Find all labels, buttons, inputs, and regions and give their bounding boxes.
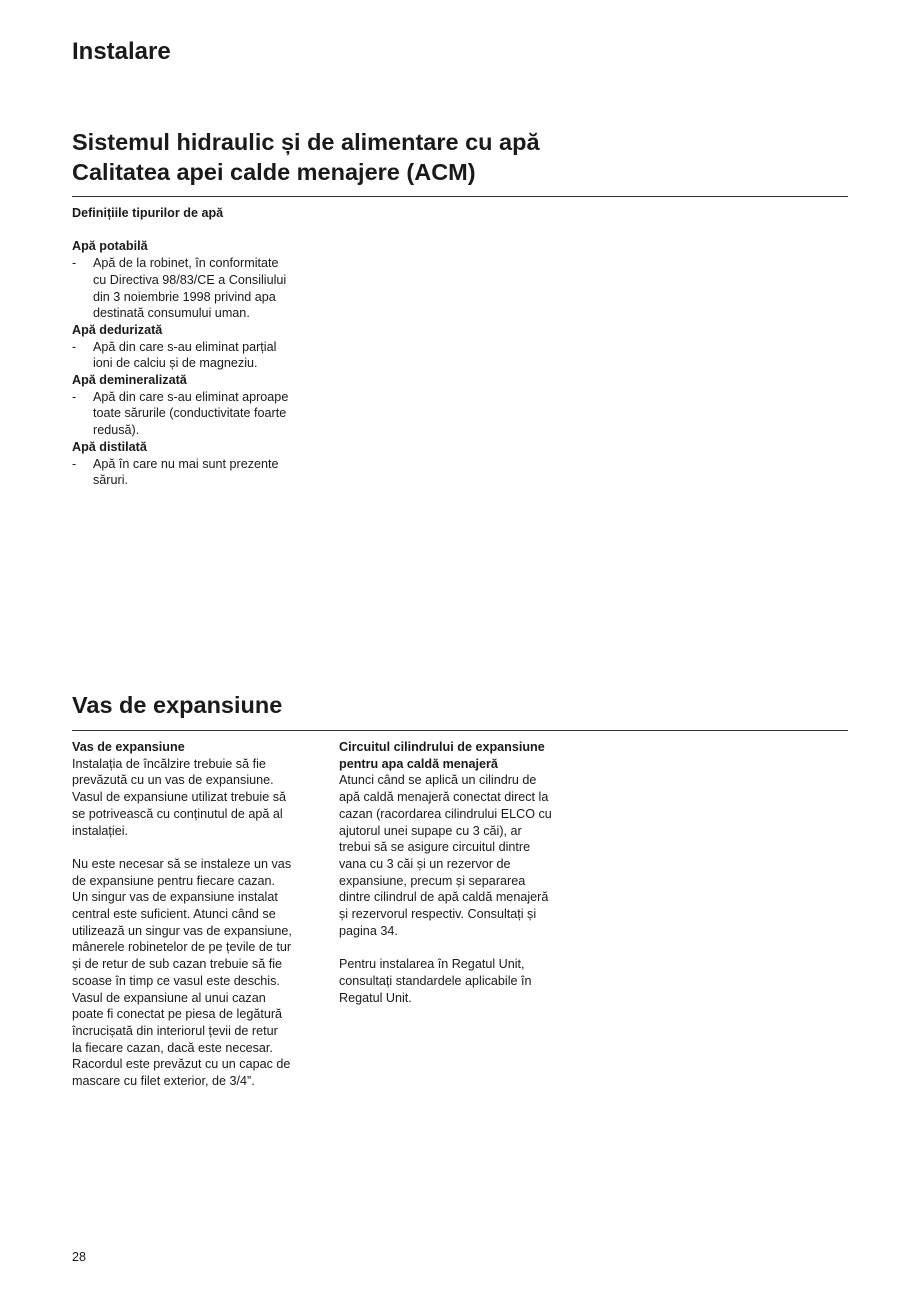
- text-line: Instalația de încălzire trebuie să fie: [72, 756, 266, 771]
- definition-text: toate sărurile (conductivitate foarte: [93, 406, 287, 421]
- definition-term: Apă potabilă: [72, 239, 148, 254]
- right-column: [339, 739, 552, 1006]
- text-line: trebui să se asigure circuitul dintre: [339, 840, 531, 855]
- page-number: 28: [72, 1250, 87, 1264]
- definition-text: Apă din care s-au eliminat aproape: [93, 389, 289, 404]
- section-title-line: Calitatea apei calde menajere (ACM): [72, 159, 476, 185]
- definition-text: Apă în care nu mai sunt prezente: [93, 456, 279, 471]
- text-line: Vasul de expansiune utilizat trebuie să: [72, 790, 286, 805]
- text-line: Atunci când se aplică un cilindru de: [339, 773, 537, 788]
- text-line: prevăzută cu un vas de expansiune.: [72, 773, 274, 788]
- text-line: la fiecare cazan, dacă este necesar.: [72, 1040, 273, 1055]
- bullet-dash: -: [72, 389, 77, 404]
- text-line: pagina 34.: [339, 923, 398, 938]
- definition-text: ioni de calciu și de magneziu.: [93, 356, 258, 371]
- text-line: ajutorul unei supape cu 3 căi), ar: [339, 823, 522, 838]
- text-line: Pentru instalarea în Regatul Unit,: [339, 957, 525, 972]
- definition-term: Apă distilată: [72, 439, 147, 454]
- definition-text: redusă).: [93, 423, 140, 438]
- text-line: utilizează un singur vas de expansiune,: [72, 923, 292, 938]
- definition-term: Apă dedurizată: [72, 322, 163, 337]
- section-title: [72, 127, 540, 187]
- section-title-expansion: Vas de expansiune: [72, 692, 283, 718]
- text-line: Vasul de expansiune al unui cazan: [72, 990, 266, 1005]
- definition-text: destinată consumului uman.: [93, 306, 250, 321]
- water-definitions: [72, 205, 288, 489]
- text-line: central este suficient. Atunci când se: [72, 907, 276, 922]
- definition-item: [72, 255, 288, 322]
- subsection-title: Definițiile tipurilor de apă: [72, 206, 224, 220]
- left-column: [72, 739, 292, 1090]
- definition-text: cu Directiva 98/83/CE a Consiliului: [93, 272, 287, 287]
- text-line: se potrivească cu conținutul de apă al: [72, 806, 283, 821]
- text-line: de expansiune pentru fiecare cazan.: [72, 873, 276, 888]
- text-line: scoase în timp ce vasul este deschis.: [72, 973, 280, 988]
- text-line: dintre cilindrul de apă caldă menajeră: [339, 890, 549, 905]
- definition-item: [72, 456, 288, 489]
- text-line: consultați standardele aplicabile în: [339, 973, 532, 988]
- definition-text: săruri.: [93, 473, 128, 488]
- definition-text: din 3 noiembrie 1998 privind apa: [93, 289, 276, 304]
- column-heading: Vas de expansiune: [72, 740, 185, 754]
- text-line: Nu este necesar să se instaleze un vas: [72, 856, 292, 871]
- definition-item: [72, 389, 288, 439]
- page-title: Instalare: [72, 38, 171, 65]
- text-line: vana cu 3 căi și un rezervor de: [339, 856, 511, 871]
- text-line: expansiune, precum și separarea: [339, 873, 526, 888]
- divider: [72, 196, 848, 197]
- bullet-dash: -: [72, 256, 77, 271]
- definition-item: [72, 339, 288, 372]
- section-title-line: Sistemul hidraulic și de alimentare cu apă: [72, 129, 540, 155]
- definition-text: Apă din care s-au eliminat parțial: [93, 339, 277, 354]
- text-line: și rezervorul respectiv. Consultați și: [339, 907, 537, 922]
- column-heading: Circuitul cilindrului de expansiune: [339, 740, 545, 754]
- divider: [72, 730, 848, 731]
- text-line: mânerele robinetelor de pe țevile de tur: [72, 940, 292, 955]
- text-line: mascare cu filet exterior, de 3/4”.: [72, 1074, 255, 1089]
- definition-term: Apă demineralizată: [72, 373, 187, 388]
- text-line: Racordul este prevăzut cu un capac de: [72, 1057, 291, 1072]
- text-line: instalației.: [72, 823, 129, 838]
- text-line: apă caldă menajeră conectat direct la: [339, 790, 549, 805]
- text-line: Un singur vas de expansiune instalat: [72, 890, 278, 905]
- text-line: încrucișată din interiorul țevii de retur: [72, 1023, 278, 1038]
- column-heading: pentru apa caldă menajeră: [339, 756, 498, 771]
- text-line: și de retur de sub cazan trebuie să fie: [72, 957, 283, 972]
- text-line: Regatul Unit.: [339, 990, 412, 1005]
- text-line: poate fi conectat pe piesa de legătură: [72, 1007, 283, 1022]
- text-line: cazan (racordarea cilindrului ELCO cu: [339, 806, 552, 821]
- definition-text: Apă de la robinet, în conformitate: [93, 256, 279, 271]
- bullet-dash: -: [72, 339, 77, 354]
- bullet-dash: -: [72, 456, 77, 471]
